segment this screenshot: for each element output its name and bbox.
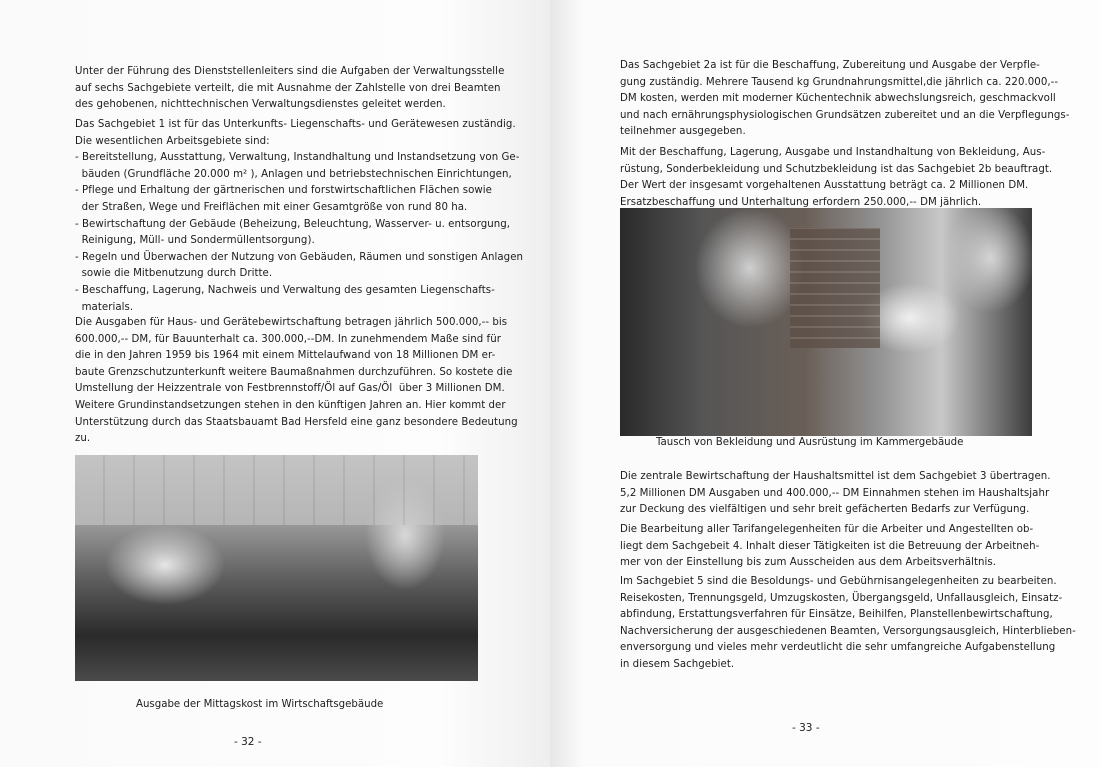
text-line: der Straßen, Wege und Freiflächen mit einer Gesamtgröße von rund 80 ha. <box>75 201 468 213</box>
text-line: Im Sachgebiet 5 sind die Besoldungs- und Gebührnisangelegenheiten zu bearbeiten. <box>620 576 1057 587</box>
text-line: enversorgung und vieles mehr verdeutlicht die sehr umfangreiche Aufgabenstellung <box>620 642 1056 654</box>
photo-clothing-exchange <box>620 208 1032 436</box>
text-line: materials. <box>75 301 134 313</box>
paragraph-sachgebiet-1 <box>75 117 523 316</box>
text-line: Umstellung der Heizzentrale von Festbrennstoff/Öl auf Gas/Öl über 3 Millionen DM. <box>75 383 505 395</box>
text-line: sowie die Mitbenutzung durch Dritte. <box>75 268 273 280</box>
text-line: und nach ernährungsphysiologischen Grundsätzen zubereitet und an die Verpflegungs- <box>620 109 1070 121</box>
text-line: - Regeln und Überwachen der Nutzung von Gebäuden, Räumen und sonstigen Anlagen <box>75 251 524 263</box>
text-line: - Pflege und Erhaltung der gärtnerischen und forstwirtschaftlichen Flächen sowie <box>75 185 492 197</box>
text-line: des gehobenen, nichttechnischen Verwaltungsdienstes geleitet werden. <box>75 99 446 111</box>
text-line: teilnehmer ausgegeben. <box>620 126 746 138</box>
text-line: Die Ausgaben für Haus- und Gerätebewirtschaftung betragen jährlich 500.000,-- bis <box>75 317 508 328</box>
text-line: Unterstützung durch das Staatsbauamt Bad Hersfeld eine ganz besondere Bedeutung <box>75 416 518 428</box>
paragraph-intro <box>75 64 504 114</box>
text-line: Die zentrale Bewirtschaftung der Haushaltsmittel ist dem Sachgebiet 3 übertragen. <box>620 471 1051 482</box>
text-line: in diesem Sachgebiet. <box>620 658 735 670</box>
text-line: Der Wert der insgesamt vorgehaltenen Ausstattung beträgt ca. 2 Millionen DM. <box>620 180 1029 192</box>
text-line: Die wesentlichen Arbeitsgebiete sind: <box>75 135 270 147</box>
paragraph-sachgebiet-4 <box>620 522 1039 572</box>
text-line: bäuden (Grundfläche 20.000 m² ), Anlagen und betriebstechnischen Einrichtungen, <box>75 168 512 180</box>
text-line: auf sechs Sachgebiete verteilt, die mit Ausnahme der Zahlstelle von drei Beamten <box>75 82 501 94</box>
paragraph-sachgebiet-2b <box>620 145 1052 211</box>
text-line: zur Deckung des vielfältigen und sehr breit gefächerten Bedarfs zur Verfügung. <box>620 504 1030 516</box>
paragraph-ausgaben <box>75 315 518 448</box>
text-line: Die Bearbeitung aller Tarifangelegenheiten für die Arbeiter und Angestellten ob- <box>620 524 1034 535</box>
text-line: baute Grenzschutzunterkunft weitere Baumaßnahmen durchzuführen. So kostete die <box>75 366 513 378</box>
paragraph-sachgebiet-5 <box>620 574 1076 674</box>
photo-kitchen-food-service <box>75 455 478 681</box>
text-line: zu. <box>75 433 91 445</box>
text-line: Reinigung, Müll- und Sondermüllentsorgung). <box>75 235 315 247</box>
text-line: rüstung, Sonderbekleidung und Schutzbekleidung ist das Sachgebiet 2b beauftragt. <box>620 163 1053 175</box>
text-line: 600.000,-- DM, für Bauunterhalt ca. 300.000,--DM. In zunehmendem Maße sind für <box>75 333 501 345</box>
text-line: Weitere Grundinstandsetzungen stehen in den künftigen Jahren an. Hier kommt der <box>75 399 506 411</box>
text-line: mer von der Einstellung bis zum Ausscheiden aus dem Arbeitsverhältnis. <box>620 557 997 569</box>
paragraph-sachgebiet-3 <box>620 469 1051 519</box>
text-line: Unter der Führung des Dienststellenleiters sind die Aufgaben der Verwaltungsstelle <box>75 66 505 77</box>
text-line: abfindung, Erstattungsverfahren für Einsätze, Beihilfen, Planstellenbewirtschaftung, <box>620 609 1053 621</box>
text-line: - Bewirtschaftung der Gebäude (Beheizung, Beleuchtung, Wasserver- u. entsorgung, <box>75 218 511 230</box>
photo-caption: Tausch von Bekleidung und Ausrüstung im Kammergebäude <box>656 437 964 448</box>
text-line: Das Sachgebiet 2a ist für die Beschaffung, Zubereitung und Ausgabe der Verpfle- <box>620 60 1040 71</box>
page-number: - 32 - <box>234 736 262 748</box>
text-line: liegt dem Sachgebeit 4. Inhalt dieser Tätigkeiten ist die Betreuung der Arbeitneh- <box>620 540 1040 552</box>
page-number: - 33 - <box>792 722 820 734</box>
text-line: DM kosten, werden mit moderner Küchentechnik abwechslungsreich, geschmackvoll <box>620 93 1056 105</box>
text-line: 5,2 Millionen DM Ausgaben und 400.000,-- DM Einnahmen stehen im Haushaltsjahr <box>620 487 1050 499</box>
paragraph-sachgebiet-2a <box>620 58 1069 141</box>
text-line: Nachversicherung der ausgeschiedenen Beamten, Versorgungsausgleich, Hinterblieben- <box>620 625 1076 637</box>
photo-caption: Ausgabe der Mittagskost im Wirtschaftsgebäude <box>136 699 384 710</box>
text-line: gung zuständig. Mehrere Tausend kg Grundnahrungsmittel,die jährlich ca. 220.000,-- <box>620 76 1059 88</box>
text-line: Mit der Beschaffung, Lagerung, Ausgabe und Instandhaltung von Bekleidung, Aus- <box>620 147 1046 158</box>
text-line: - Bereitstellung, Ausstattung, Verwaltung, Instandhaltung und Instandsetzung von Ge- <box>75 152 520 164</box>
text-line: - Beschaffung, Lagerung, Nachweis und Verwaltung des gesamten Liegenschafts- <box>75 284 495 296</box>
text-line: Das Sachgebiet 1 ist für das Unterkunfts- Liegenschafts- und Gerätewesen zuständig. <box>75 119 516 130</box>
text-line: die in den Jahren 1959 bis 1964 mit einem Mittelaufwand von 18 Millionen DM er- <box>75 350 496 362</box>
text-line: Reisekosten, Trennungsgeld, Umzugskosten, Übergangsgeld, Unfallausgleich, Einsatz- <box>620 592 1063 604</box>
text-line: Ersatzbeschaffung und Unterhaltung erfordern 250.000,-- DM jährlich. <box>620 196 982 208</box>
